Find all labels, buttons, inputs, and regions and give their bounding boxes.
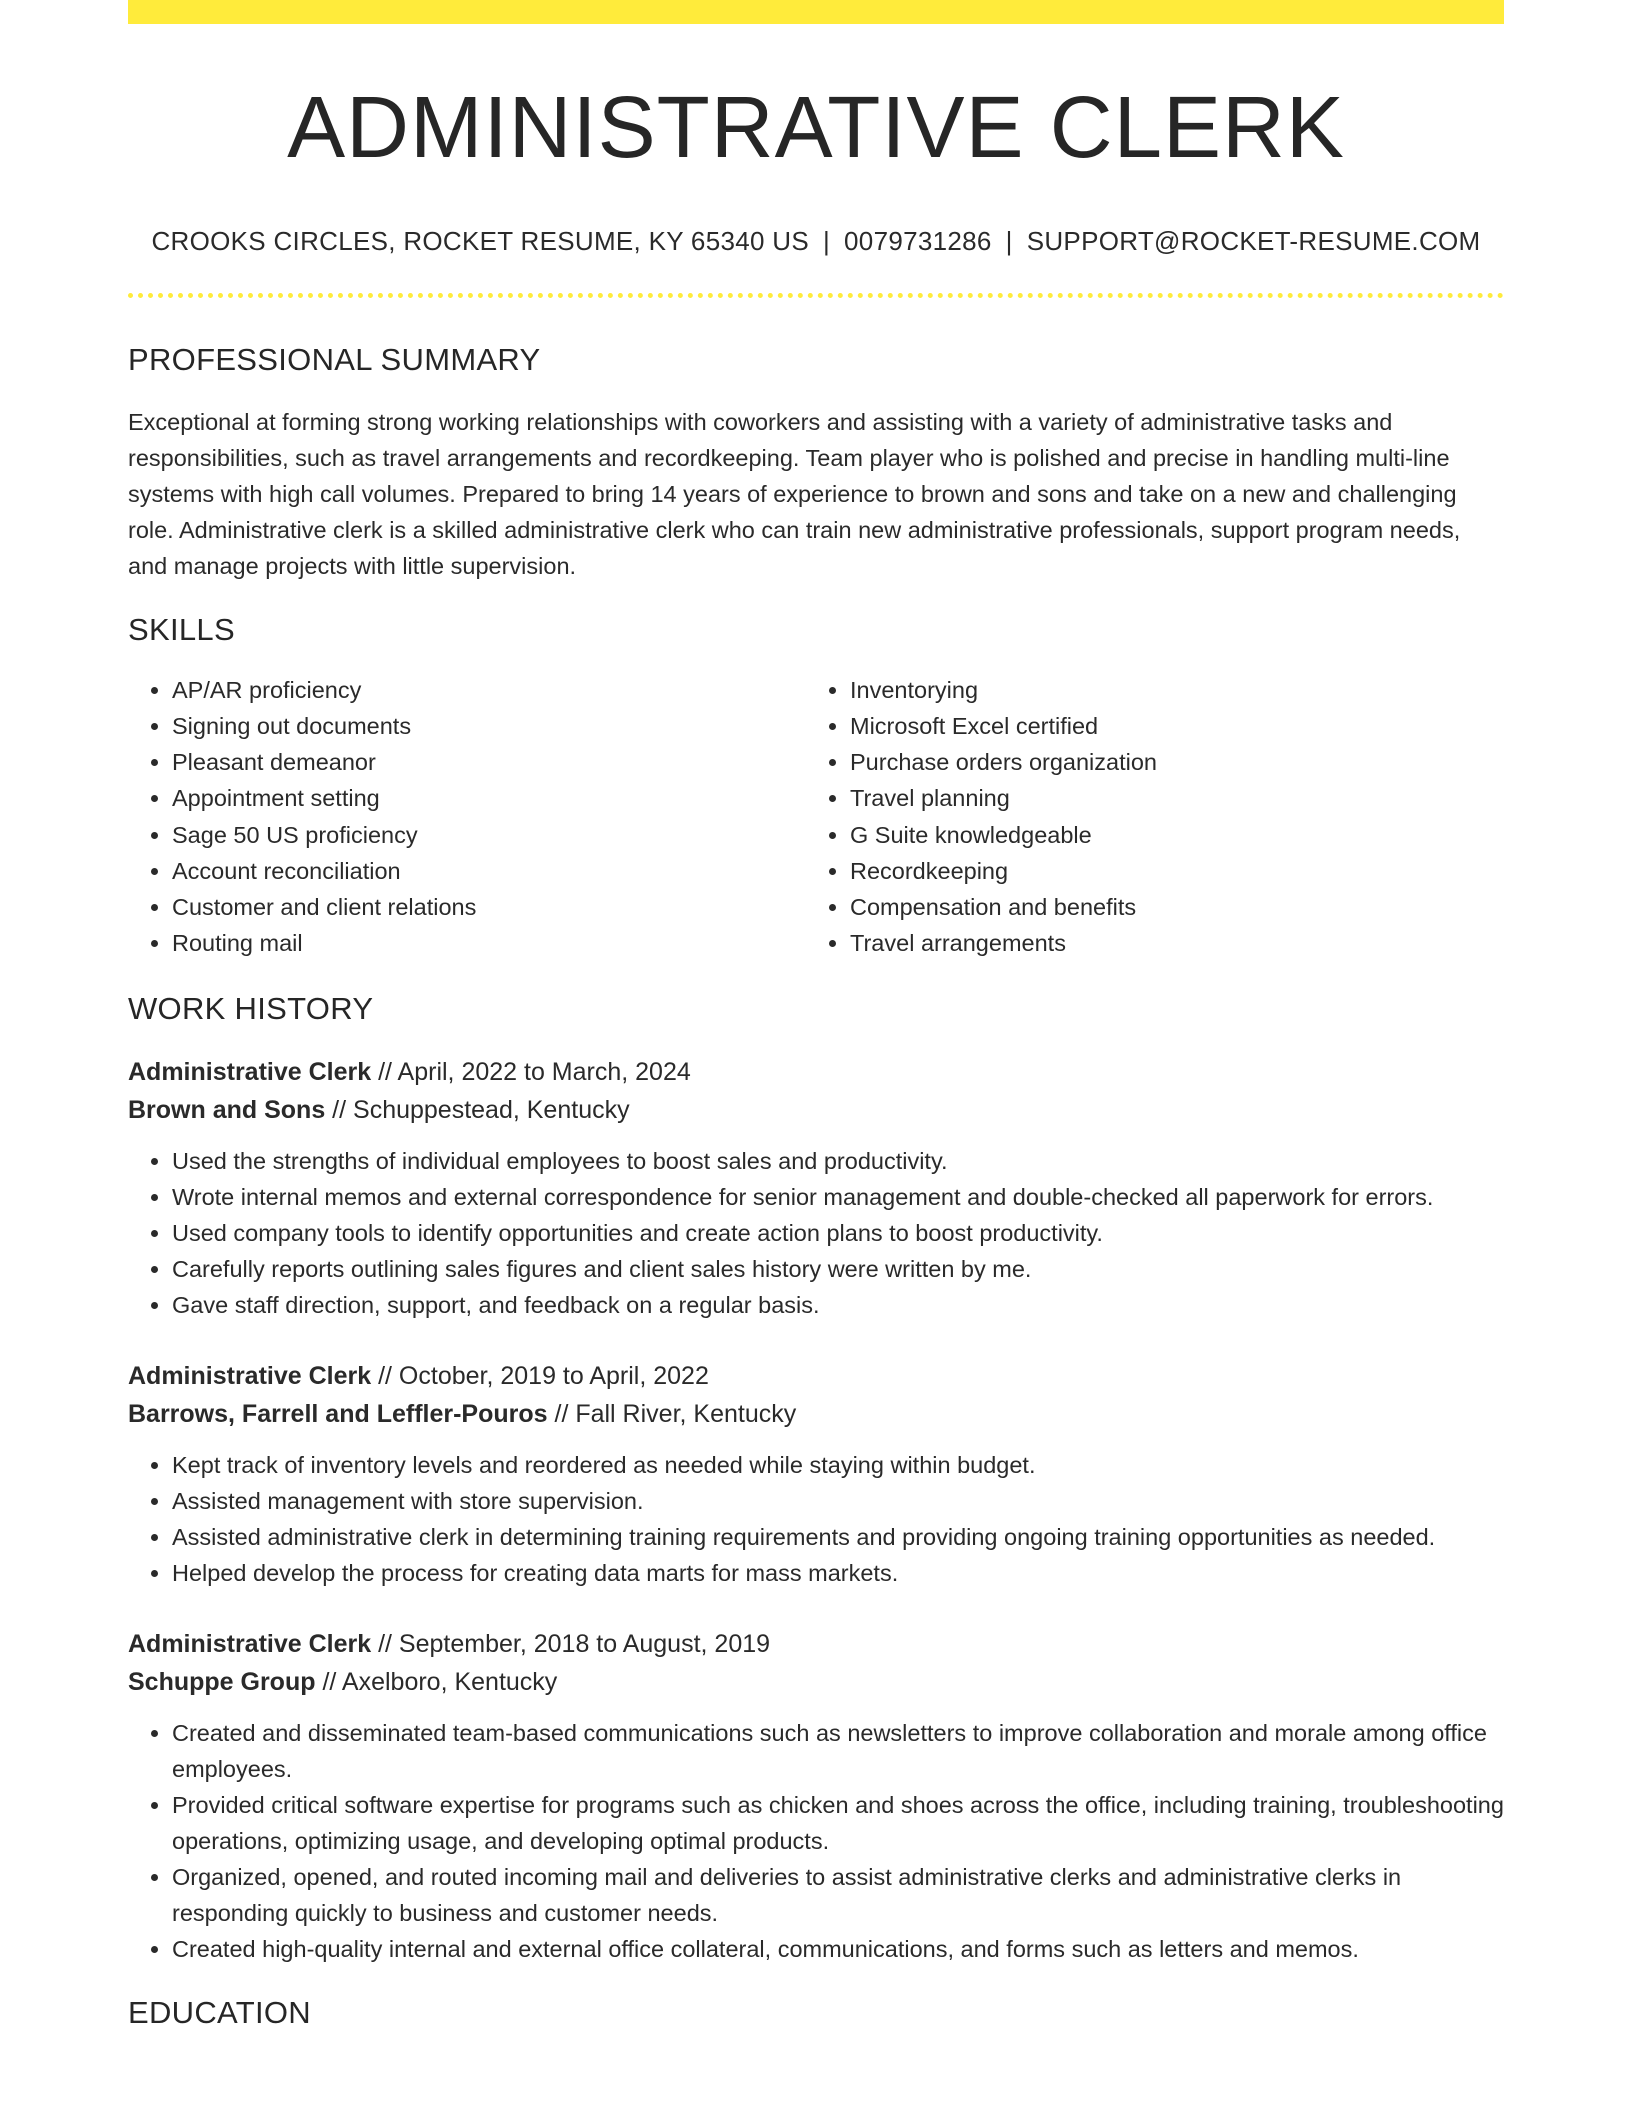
- job-role: Administrative Clerk: [128, 1362, 372, 1391]
- skill-item: • Purchase orders organization: [850, 744, 1484, 780]
- job-bullets: [128, 1143, 1504, 1323]
- job-bullet: • Carefully reports outlining sales figures and client sales history were written by me.: [172, 1251, 1504, 1287]
- skill-item: • Travel planning: [850, 780, 1484, 816]
- job-bullet: • Helped develop the process for creating data marts for mass markets.: [172, 1555, 1504, 1591]
- job-company-line: [128, 1663, 1504, 1701]
- job-entry: [128, 1053, 1504, 1323]
- job-role-line: [128, 1625, 1504, 1663]
- job-bullet: • Used company tools to identify opportunities and create action plans to boost productivity.: [172, 1215, 1504, 1251]
- resume-page: [128, 0, 1504, 2031]
- job-bullet: • Assisted management with store supervision.: [172, 1483, 1504, 1519]
- skills-column-right: [806, 672, 1484, 962]
- job-bullet: • Gave staff direction, support, and feedback on a regular basis.: [172, 1287, 1504, 1323]
- job-role-line: [128, 1357, 1504, 1395]
- skill-item: • Microsoft Excel certified: [850, 708, 1484, 744]
- dotted-divider: [128, 293, 1504, 298]
- skill-item: • Inventorying: [850, 672, 1484, 708]
- summary-text: Exceptional at forming strong working relationships with coworkers and assisting with a variety of administrative tasks and responsibilities, such as travel arrangements and recordkeeping. Team player who is polished and precise in handling multi-line systems with high call volumes. Prepared to bring 14 years of experience to brown and sons and take on a new and challenging role. Administrative clerk is a skilled administrative clerk who can train new administrative professionals, support program needs, and manage projects with little supervision.: [128, 408, 1461, 579]
- job-company: Brown and Sons: [128, 1096, 326, 1125]
- job-bullet: • Created high-quality internal and external office collateral, communications, and forms such as letters and memos.: [172, 1931, 1504, 1967]
- job-bullet: • Kept track of inventory levels and reordered as needed while staying within budget.: [172, 1447, 1504, 1483]
- skill-item: • Sage 50 US proficiency: [172, 817, 806, 853]
- skill-item: • Recordkeeping: [850, 853, 1484, 889]
- job-dates: // October, 2019 to April, 2022: [371, 1362, 709, 1391]
- job-company: Barrows, Farrell and Leffler-Pouros: [128, 1400, 548, 1429]
- job-role: Administrative Clerk: [128, 1058, 372, 1087]
- job-role-line: [128, 1053, 1504, 1091]
- skills-column-left: [128, 672, 806, 962]
- job-bullet: • Used the strengths of individual employees to boost sales and productivity.: [172, 1143, 1504, 1179]
- job-location: // Fall River, Kentucky: [547, 1400, 797, 1429]
- skill-item: • Customer and client relations: [172, 889, 806, 925]
- job-dates: // September, 2018 to August, 2019: [371, 1630, 771, 1659]
- job-bullet: • Assisted administrative clerk in determining training requirements and providing ongoing training opportunities as needed.: [172, 1519, 1504, 1555]
- job-entry: [128, 1357, 1504, 1591]
- contact-email: SUPPORT@ROCKET-RESUME.COM: [1026, 225, 1481, 256]
- resume-title: ADMINISTRATIVE CLERK: [287, 79, 1345, 176]
- job-company-line: [128, 1091, 1504, 1129]
- job-bullet: • Created and disseminated team-based communications such as newsletters to improve collaboration and morale among office employees.: [172, 1715, 1504, 1787]
- work-history-heading: WORK HISTORY: [128, 991, 374, 1027]
- skill-item: • Appointment setting: [172, 780, 806, 816]
- skill-item: • Account reconciliation: [172, 853, 806, 889]
- skills-list: [128, 672, 1504, 962]
- contact-separator: |: [822, 225, 831, 256]
- contact-line: [128, 226, 1504, 257]
- contact-separator: |: [1005, 225, 1013, 256]
- skill-item: • Compensation and benefits: [850, 889, 1484, 925]
- job-location: // Axelboro, Kentucky: [315, 1668, 558, 1697]
- job-company-line: [128, 1395, 1504, 1433]
- job-entry: [128, 1625, 1504, 1967]
- job-bullets: [128, 1447, 1504, 1591]
- job-location: // Schuppestead, Kentucky: [325, 1096, 630, 1125]
- skill-item: • AP/AR proficiency: [172, 672, 806, 708]
- contact-phone: 0079731286: [844, 225, 992, 256]
- skill-item: • Travel arrangements: [850, 925, 1484, 961]
- skills-heading: SKILLS: [128, 611, 235, 647]
- education-heading: EDUCATION: [128, 1995, 311, 2031]
- skill-item: • Pleasant demeanor: [172, 744, 806, 780]
- skill-item: • Signing out documents: [172, 708, 806, 744]
- skill-item: • G Suite knowledgeable: [850, 817, 1484, 853]
- summary-heading: PROFESSIONAL SUMMARY: [128, 341, 541, 377]
- job-bullet: • Organized, opened, and routed incoming mail and deliveries to assist administrative clerks and administrative clerks in responding quickly to business and customer needs.: [172, 1859, 1504, 1931]
- accent-bar: [128, 0, 1504, 24]
- job-dates: // April, 2022 to March, 2024: [371, 1058, 691, 1087]
- job-role: Administrative Clerk: [128, 1630, 372, 1659]
- skill-item: • Routing mail: [172, 925, 806, 961]
- job-bullets: [128, 1715, 1504, 1967]
- job-bullet: • Provided critical software expertise for programs such as chicken and shoes across the office, including training, troubleshooting operations, optimizing usage, and developing optimal products.: [172, 1787, 1504, 1859]
- contact-address: CROOKS CIRCLES, ROCKET RESUME, KY 65340 US: [151, 225, 809, 256]
- job-company: Schuppe Group: [128, 1668, 316, 1697]
- job-bullet: • Wrote internal memos and external correspondence for senior management and double-checked all paperwork for errors.: [172, 1179, 1504, 1215]
